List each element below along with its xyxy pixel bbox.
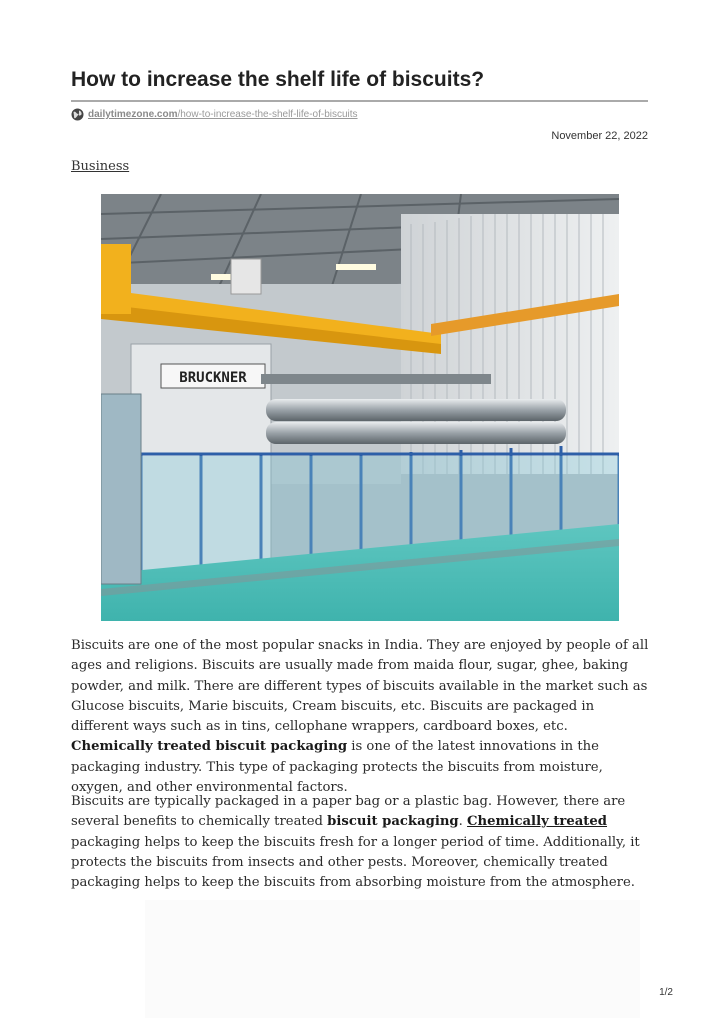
paragraph-1-text-end: is one of the latest innovations in the packaging industry. This type of packaging protects the biscuits from moisture, oxygen, and other environmental factors. — [71, 739, 603, 796]
blank-ad-area — [145, 900, 640, 1018]
paragraph-2-text: Biscuits are typically packaged in a paper bag or a plastic bag. However, there are several benefits to chemically treated — [71, 794, 626, 830]
page-title: How to increase the shelf life of biscuits? — [71, 68, 485, 91]
source-link[interactable] — [71, 108, 358, 121]
source-domain[interactable]: dailytimezone.com — [88, 109, 178, 120]
paragraph-1-text: Biscuits are one of the most popular snacks in India. They are enjoyed by people of all ages and religions. Biscuits are usually made from maida flour, sugar, ghee, baking powder, and milk. There are different types of biscuits available in the market such as Glucose biscuits, Marie biscuits, Cream biscuits, etc. Biscuits are packaged in different ways such as in tins, cellophane wrappers, cardboard boxes, etc. — [71, 638, 649, 735]
page-number: 1/2 — [659, 987, 673, 998]
paragraph-1-bold: Chemically treated biscuit packaging — [71, 739, 348, 755]
paragraph-2-text-mid: . — [458, 814, 468, 830]
source-path[interactable]: /how-to-increase-the-shelf-life-of-biscuits — [177, 109, 358, 120]
chemically-treated-link[interactable]: Chemically treated — [467, 814, 608, 830]
paragraph-2 — [71, 792, 651, 893]
machine-brand-text: BRUCKNER — [179, 370, 247, 386]
globe-icon — [71, 108, 84, 121]
paragraph-2-text-end: packaging helps to keep the biscuits fresh for a longer period of time. Additionally, it protects the biscuits from insects and other pests. Moreover, chemically treated packaging helps to keep the biscuits from absorbing moisture from the atmosphere. — [71, 834, 640, 891]
title-divider — [71, 100, 648, 102]
paragraph-2-bold: biscuit packaging — [327, 814, 459, 830]
publish-date: November 22, 2022 — [551, 130, 648, 142]
paragraph-1 — [71, 636, 651, 798]
category-link[interactable]: Business — [71, 159, 130, 174]
hero-image — [101, 194, 619, 621]
